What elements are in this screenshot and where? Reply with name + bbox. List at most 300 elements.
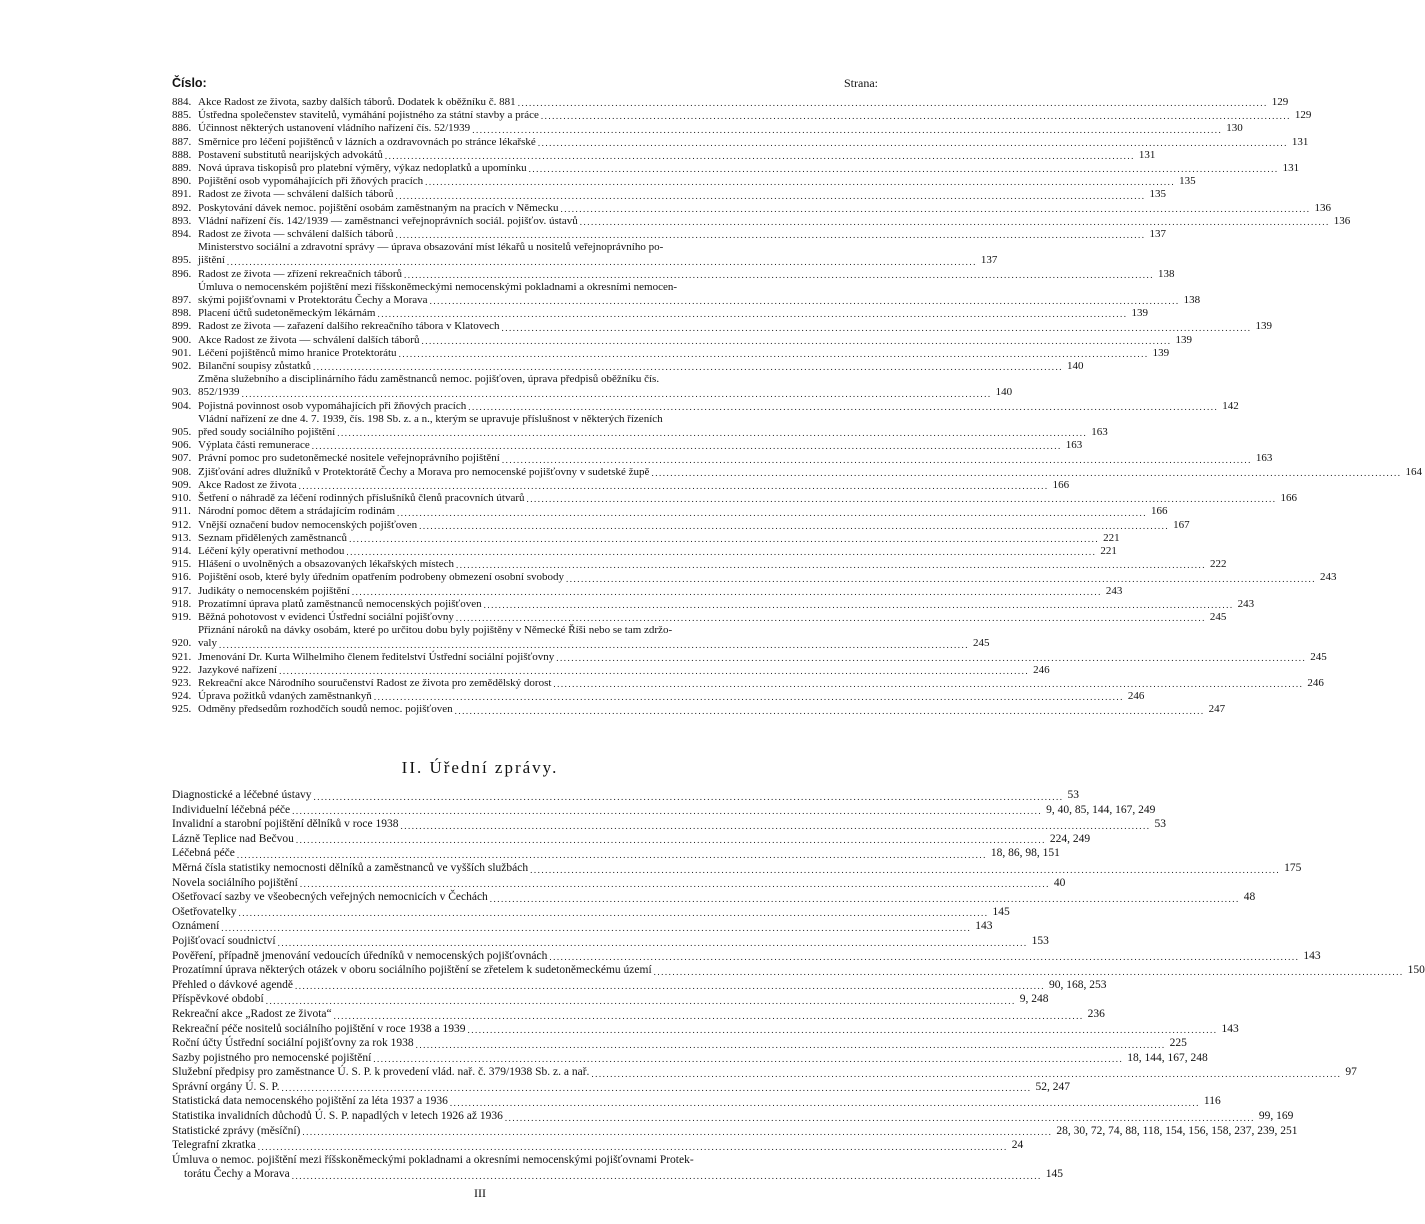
entry-title: Placení účtů sudetoněmeckým lékárnám: [198, 307, 376, 320]
entry-title: Pojistná povinnost osob vypomáhajících při žňových pracích: [198, 399, 467, 412]
entry-last-line: [198, 162, 1300, 175]
dot-leader: [256, 1142, 1010, 1153]
entry-page: 131: [1291, 135, 1309, 148]
report-last-line: [172, 1138, 1024, 1153]
entry-title: Prozatímní úprava platů zaměstnanců nemocenských pojišťoven: [198, 597, 482, 610]
entry-body: [198, 346, 1170, 360]
dot-leader: [293, 981, 1047, 992]
entry-page: 163: [1065, 439, 1083, 452]
entry-last-line: [198, 254, 998, 267]
dot-leader: [454, 613, 1208, 624]
report-title: Oznámení: [172, 920, 220, 933]
entry-body: [198, 465, 1422, 479]
report-entry: [172, 1124, 1298, 1139]
report-pages: 48: [1243, 891, 1256, 904]
entry-page: 246: [1033, 663, 1050, 676]
entry-page: 139: [1131, 307, 1148, 320]
toc-entry: [172, 122, 1243, 135]
dot-leader: [219, 923, 973, 934]
entry-title: Národní pomoc dětem a strádajícím rodinám: [198, 505, 396, 518]
entry-title: Ústředna společenstev stavitelů, vymáhání pojistného za státní stavby a práce: [198, 109, 539, 122]
entry-number: 888.: [172, 148, 192, 161]
report-pages: 53: [1067, 789, 1080, 801]
dot-leader: [499, 323, 1253, 334]
report-pages: 99, 169: [1258, 1110, 1294, 1123]
report-pages: 28, 30, 72, 74, 88, 118, 154, 156, 158, 237, 239, 251: [1056, 1124, 1298, 1137]
report-title: Rekreační péče nositelů sociálního pojištění v roce 1938 a 1939: [172, 1022, 466, 1035]
entry-number: 908.: [172, 465, 192, 478]
report-entry: [172, 992, 1049, 1007]
entry-last-line: [198, 109, 1312, 122]
dot-leader: [335, 428, 1089, 439]
report-title: Léčebná péče: [172, 847, 235, 860]
report-last-line: [172, 1080, 1070, 1095]
report-entry: [172, 1080, 1070, 1095]
report-title: Správní orgány Ú. S. P.: [172, 1080, 280, 1093]
entry-body: [198, 439, 1083, 452]
report-title: Pověření, případně jmenování vedoucích úředníků v nemocenských pojišťovnách: [172, 949, 548, 962]
entry-page: 140: [1067, 360, 1084, 373]
entry-number: 905.: [172, 426, 192, 439]
report-title: torátu Čechy a Morava: [184, 1168, 290, 1181]
entry-title: Vládní nařízení čís. 142/1939 — zaměstnanci veřejnoprávních sociál. pojišťov. ústavů: [198, 214, 578, 227]
report-title: Prozatímní úprava některých otázek v oboru sociálního pojištění se zřetelem k sudetoněmeckému území: [172, 964, 652, 977]
report-entry: [172, 919, 993, 934]
report-pages: 53: [1154, 818, 1166, 831]
dot-leader: [417, 521, 1171, 532]
entry-title: Šetření o náhradě za léčení rodinných příslušníků členů pracovních útvarů: [198, 492, 525, 505]
entry-title: Nová úprava tiskopisů pro platební výměry, výkaz nedoplatků a upomínku: [198, 162, 527, 175]
toc-entry: [172, 505, 1168, 518]
entry-page: 138: [1158, 267, 1175, 280]
entry-body: [198, 333, 1192, 347]
entry-body: [198, 201, 1331, 215]
entry-title: Judikáty o nemocenském pojištění: [198, 584, 350, 597]
entry-last-line: [198, 505, 1168, 518]
entry-last-line: [198, 122, 1243, 135]
report-title: Příspěvkové období: [172, 993, 264, 1006]
entry-page: 136: [1333, 214, 1351, 227]
entry-body: [198, 558, 1227, 571]
toc-entry: [172, 518, 1190, 532]
entry-page: 131: [1138, 148, 1156, 161]
report-last-line: [172, 963, 1425, 978]
entry-page: 136: [1314, 201, 1331, 214]
report-entry: [172, 788, 1080, 803]
report-title: Ošetřovatelky: [172, 905, 237, 918]
dot-leader: [300, 1127, 1054, 1138]
report-title: Invalidní a starobní pojištění dělníků v roce 1938: [172, 818, 399, 831]
entry-last-line: [198, 228, 1166, 241]
entry-page: 139: [1255, 320, 1272, 333]
report-last-line: [172, 1007, 1105, 1022]
entry-last-line: [198, 663, 1050, 677]
report-pages: 150: [1407, 964, 1425, 977]
dot-leader: [297, 481, 1051, 492]
entry-body: [198, 162, 1300, 175]
entry-page: 163: [1091, 426, 1108, 439]
entry-title: Postavení substitutů nearijských advokátů: [198, 148, 383, 161]
entry-number: 884.: [172, 96, 192, 108]
toc-entry: [172, 412, 1108, 439]
dot-leader: [235, 850, 989, 861]
entry-page: 130: [1226, 122, 1243, 135]
report-pages: 116: [1203, 1095, 1221, 1108]
toc-entry: [172, 492, 1298, 505]
entry-title: Výplata části remunerace: [198, 439, 310, 452]
entry-number: 904.: [172, 399, 192, 412]
entry-body: [198, 663, 1050, 677]
report-last-line: [172, 890, 1256, 905]
entry-last-line: [198, 676, 1324, 690]
report-entry: [172, 934, 1049, 949]
entry-page: 221: [1103, 531, 1120, 544]
entry-page: 139: [1175, 333, 1192, 346]
entry-title: Rekreační akce Národního souručenství Radost ze života pro zemědělský dorost: [198, 676, 552, 689]
report-pages: 145: [992, 905, 1010, 918]
entry-last-line: [198, 346, 1170, 360]
entry-page: 222: [1209, 558, 1227, 571]
dot-leader: [402, 270, 1156, 281]
report-entry: [172, 876, 1066, 891]
entry-page: 140: [995, 386, 1013, 399]
entry-last-line: [198, 465, 1422, 479]
report-title: Přehled o dávkové agendě: [172, 978, 294, 991]
entry-body: [198, 175, 1196, 188]
entry-body: [198, 597, 1255, 611]
dot-leader: [649, 468, 1403, 479]
entry-number: 918.: [172, 597, 192, 610]
report-entry: [172, 1065, 1357, 1080]
entry-page: 243: [1105, 584, 1123, 597]
entry-last-line: [198, 188, 1166, 201]
entry-title: skými pojišťovnami v Protektorátu Čechy a Morava: [198, 294, 428, 307]
entry-page: 135: [1179, 175, 1196, 188]
entry-title: Vnější označení budov nemocenských pojišťoven: [198, 518, 418, 531]
report-pages: 97: [1345, 1066, 1357, 1079]
entry-page: 247: [1208, 703, 1226, 716]
entry-last-line: [198, 307, 1148, 320]
toc-entry: [172, 346, 1170, 360]
entry-body: [198, 122, 1243, 135]
entry-page: 246: [1127, 690, 1145, 703]
dot-leader: [371, 1054, 1125, 1065]
report-title: Služební předpisy pro zaměstnance Ú. S. P. k provedení vlád. nař. č. 379/1938 Sb. z. a nař.: [172, 1066, 590, 1079]
entry-number: 913.: [172, 531, 192, 544]
entry-page: 221: [1100, 544, 1117, 557]
report-last-line: [172, 1124, 1298, 1139]
entry-title: Léčení kýly operativní methodou: [198, 544, 345, 557]
entry-number: 896.: [172, 267, 192, 280]
report-last-line: [172, 846, 1060, 861]
entry-title-line: Přiznání nároků na dávky osobám, které po určitou dobu byly pojištěny v Německé Říši nebo se tam zdržo-: [198, 624, 673, 637]
dot-leader: [470, 125, 1224, 136]
report-title: Lázně Teplice nad Bečvou: [172, 832, 294, 845]
entry-last-line: [198, 597, 1255, 611]
entry-title: Seznam přidělených zaměstnanců: [198, 531, 348, 544]
entry-number: 893.: [172, 214, 192, 227]
toc-entry: [172, 703, 1226, 716]
report-entry: [172, 1094, 1221, 1109]
dot-leader: [453, 706, 1207, 717]
entry-last-line: [198, 558, 1227, 571]
entry-last-line: [198, 294, 1201, 307]
entry-body: [198, 135, 1309, 149]
entry-last-line: [198, 544, 1117, 558]
report-last-line: [172, 832, 1091, 847]
dot-leader: [466, 402, 1220, 413]
entry-body: [198, 610, 1227, 624]
report-pages: 236: [1087, 1007, 1105, 1020]
report-title: Pojišťovací soudnictví: [172, 934, 276, 947]
entry-title: Akce Radost ze života — schválení dalších táborů: [198, 333, 420, 346]
toc-entry: [172, 267, 1175, 281]
entry-title: Pojištění osob vypomáhajících při žňových pracích: [198, 175, 424, 188]
report-last-line: [172, 992, 1049, 1007]
dot-leader: [547, 952, 1301, 963]
entry-last-line: [198, 492, 1298, 505]
entry-last-line: [198, 610, 1227, 624]
report-pages: 175: [1284, 861, 1302, 874]
report-entry: [172, 817, 1166, 832]
toc-entry: [172, 439, 1083, 452]
report-last-line: [172, 1022, 1239, 1037]
toc-entry: [172, 280, 1201, 307]
report-entry: [172, 1138, 1024, 1153]
report-title: Ošetřovací sazby ve všeobecných veřejných nemocnicích v Čechách: [172, 891, 488, 904]
dot-leader: [344, 547, 1098, 558]
report-last-line: [172, 905, 1010, 920]
entry-title: Radost ze života — schválení dalších táborů: [198, 188, 394, 201]
entry-number: 917.: [172, 584, 192, 597]
entry-title: Odměny předsedům rozhodčích soudů nemoc. pojišťoven: [198, 703, 453, 716]
toc-entry: [172, 162, 1300, 175]
report-last-line: [172, 919, 993, 934]
entry-title-line: Ministerstvo sociální a zdravotní správy — úprava obsazování míst lékařů u nositelů veřejnoprávního po-: [198, 241, 664, 254]
report-last-line: [172, 1036, 1187, 1051]
report-title: Novela sociálního pojištění: [172, 876, 298, 889]
entry-page: 138: [1183, 294, 1201, 307]
entry-number: 900.: [172, 333, 192, 346]
report-entry: [172, 1109, 1294, 1124]
entry-page: 129: [1271, 96, 1289, 108]
entry-last-line: [198, 175, 1196, 188]
report-last-line: [172, 978, 1107, 993]
entry-page: 245: [1310, 650, 1327, 663]
dot-leader: [419, 336, 1173, 347]
entry-last-line: [198, 452, 1273, 465]
toc-entry: [172, 584, 1123, 598]
report-last-line: [172, 949, 1321, 964]
entry-body: [198, 280, 1201, 307]
entry-title: Pojištění osob, které byly úředním opatřením podrobeny obmezení osobní svobody: [198, 571, 565, 584]
dot-leader: [516, 98, 1270, 109]
dot-leader: [350, 587, 1104, 598]
dot-leader: [311, 362, 1065, 373]
toc-entry: [172, 201, 1331, 215]
dot-leader: [558, 204, 1312, 215]
report-title: Telegrafní zkratka: [172, 1139, 256, 1152]
page-folio: III: [474, 1186, 486, 1200]
toc-entry: [172, 148, 1156, 162]
dot-leader: [310, 441, 1064, 452]
entry-number: 897.: [172, 294, 192, 307]
entry-body: [198, 320, 1272, 333]
dot-leader: [398, 821, 1152, 832]
entry-number: 907.: [172, 452, 192, 465]
report-entry: [172, 978, 1107, 993]
dot-leader: [298, 879, 1052, 890]
entry-number: 889.: [172, 162, 192, 175]
entry-last-line: [198, 571, 1337, 584]
entry-last-line: [198, 426, 1108, 439]
report-last-line: [172, 1065, 1357, 1080]
report-last-line: [172, 803, 1156, 818]
entry-number: 910.: [172, 492, 192, 505]
entry-body: [198, 399, 1239, 413]
toc-entry: [172, 175, 1196, 188]
toc-entry: [172, 307, 1148, 320]
entry-last-line: [198, 584, 1123, 598]
entry-number: 899.: [172, 320, 192, 333]
report-pages: 143: [1303, 949, 1321, 962]
dot-leader: [397, 349, 1151, 360]
entry-body: [198, 571, 1337, 584]
dot-leader: [225, 257, 979, 268]
entry-number: 921.: [172, 650, 192, 663]
entry-title: Akce Radost ze života, sazby dalších táborů. Dodatek k oběžníku č. 881: [198, 96, 516, 108]
report-title: Individuelní léčebná péče: [172, 803, 291, 816]
entry-number: 887.: [172, 135, 192, 148]
toc-entry: [172, 360, 1084, 373]
dot-leader: [525, 494, 1279, 505]
report-pages: 145: [1045, 1168, 1063, 1181]
entry-title: Léčení pojištěnců mimo hranice Protektorátu: [198, 346, 397, 359]
entry-title: 852/1939: [198, 386, 240, 399]
entry-page: 142: [1222, 399, 1239, 412]
report-pages: 24: [1011, 1139, 1024, 1152]
dot-leader: [372, 692, 1126, 703]
report-pages: 9, 40, 85, 144, 167, 249: [1046, 803, 1156, 816]
entry-body: [198, 531, 1120, 545]
entry-number: 885.: [172, 109, 192, 122]
entry-last-line: [198, 320, 1272, 333]
entry-body: [198, 624, 990, 650]
dot-leader: [294, 835, 1048, 846]
toc-entry: [172, 650, 1327, 664]
report-pages: 18, 86, 98, 151: [990, 847, 1060, 860]
toc-entry: [172, 135, 1309, 149]
entry-page: 135: [1149, 188, 1166, 201]
dot-leader: [276, 938, 1030, 949]
entry-number: 911.: [172, 505, 191, 518]
toc-entry: [172, 690, 1145, 703]
entry-last-line: [198, 399, 1239, 413]
dot-leader: [395, 508, 1149, 519]
dot-leader: [375, 309, 1129, 320]
entry-last-line: [198, 690, 1145, 703]
dot-leader: [527, 164, 1281, 175]
entry-number: 901.: [172, 346, 192, 359]
report-entry: [172, 1022, 1239, 1037]
report-last-line: [172, 1109, 1294, 1124]
entry-body: [198, 518, 1190, 532]
dot-leader: [500, 455, 1254, 466]
toc-entry: [172, 531, 1120, 545]
dot-leader: [414, 1040, 1168, 1051]
report-entry: [172, 832, 1091, 847]
report-pages: 153: [1031, 934, 1049, 947]
report-entry: [172, 949, 1321, 964]
entry-last-line: [198, 439, 1083, 452]
dot-leader: [539, 111, 1293, 122]
entry-body: [198, 228, 1166, 241]
entry-page: 243: [1320, 571, 1337, 584]
report-pages: 90, 168, 253: [1049, 978, 1107, 991]
toc-entry: [172, 558, 1227, 571]
entry-last-line: [198, 148, 1156, 162]
entry-title: Poskytování dávek nemoc. pojištění osobám zaměstnaným na pracích v Německu: [198, 201, 559, 214]
dot-leader: [394, 191, 1148, 202]
dot-leader: [217, 640, 971, 651]
entry-body: [198, 96, 1289, 109]
dot-leader: [536, 138, 1290, 149]
dot-leader: [428, 296, 1182, 307]
dot-leader: [554, 653, 1308, 664]
entry-last-line: [198, 650, 1327, 664]
dot-leader: [578, 217, 1332, 228]
dot-leader: [279, 1083, 1033, 1094]
entry-body: [198, 109, 1312, 122]
report-pages: 18, 144, 167, 248: [1127, 1051, 1208, 1064]
entry-number: 916.: [172, 571, 192, 584]
dot-leader: [454, 560, 1208, 571]
entry-number: 923.: [172, 676, 192, 689]
report-title: Roční účty Ústřední sociální pojišťovny za rok 1938: [172, 1037, 414, 1050]
dot-leader: [466, 1025, 1220, 1036]
entry-number: 903.: [172, 386, 192, 399]
entry-page: 245: [972, 637, 990, 650]
dot-leader: [383, 151, 1137, 162]
report-entry: [172, 1051, 1208, 1066]
entry-body: [198, 690, 1145, 703]
toc-entry: [172, 333, 1192, 347]
entry-title: Radost ze života — zařazení dalšího rekreačního tábora v Klatovech: [198, 320, 500, 333]
report-entry: [172, 861, 1302, 876]
entry-number: 925.: [172, 703, 192, 716]
entry-title: Jmenování Dr. Kurta Wilhelmiho členem ředitelství Ústřední sociální pojišťovny: [198, 650, 555, 663]
toc-entry: [172, 478, 1070, 492]
entry-body: [198, 188, 1166, 201]
entry-title: jištění: [198, 254, 225, 267]
dot-leader: [589, 1069, 1343, 1080]
entry-body: [198, 478, 1070, 492]
dot-leader: [312, 792, 1066, 803]
header-page-label: Strana:: [844, 76, 878, 90]
entry-title: Účinnost některých ustanovení vládního nařízení čís. 52/1939: [198, 122, 471, 135]
entry-page: 139: [1152, 346, 1170, 359]
entry-number: 891.: [172, 188, 192, 201]
entry-title: Radost ze života — schválení dalších táborů: [198, 228, 394, 241]
report-last-line: [172, 876, 1066, 891]
dot-leader: [652, 967, 1406, 978]
entry-title: Běžná pohotovost v evidenci Ústřední sociální pojišťovny: [198, 610, 454, 623]
toc-entry: [172, 465, 1422, 479]
entry-page: 167: [1173, 518, 1190, 531]
report-pages: 224, 249: [1049, 832, 1091, 845]
dot-leader: [277, 666, 1031, 677]
entry-body: [198, 267, 1175, 281]
